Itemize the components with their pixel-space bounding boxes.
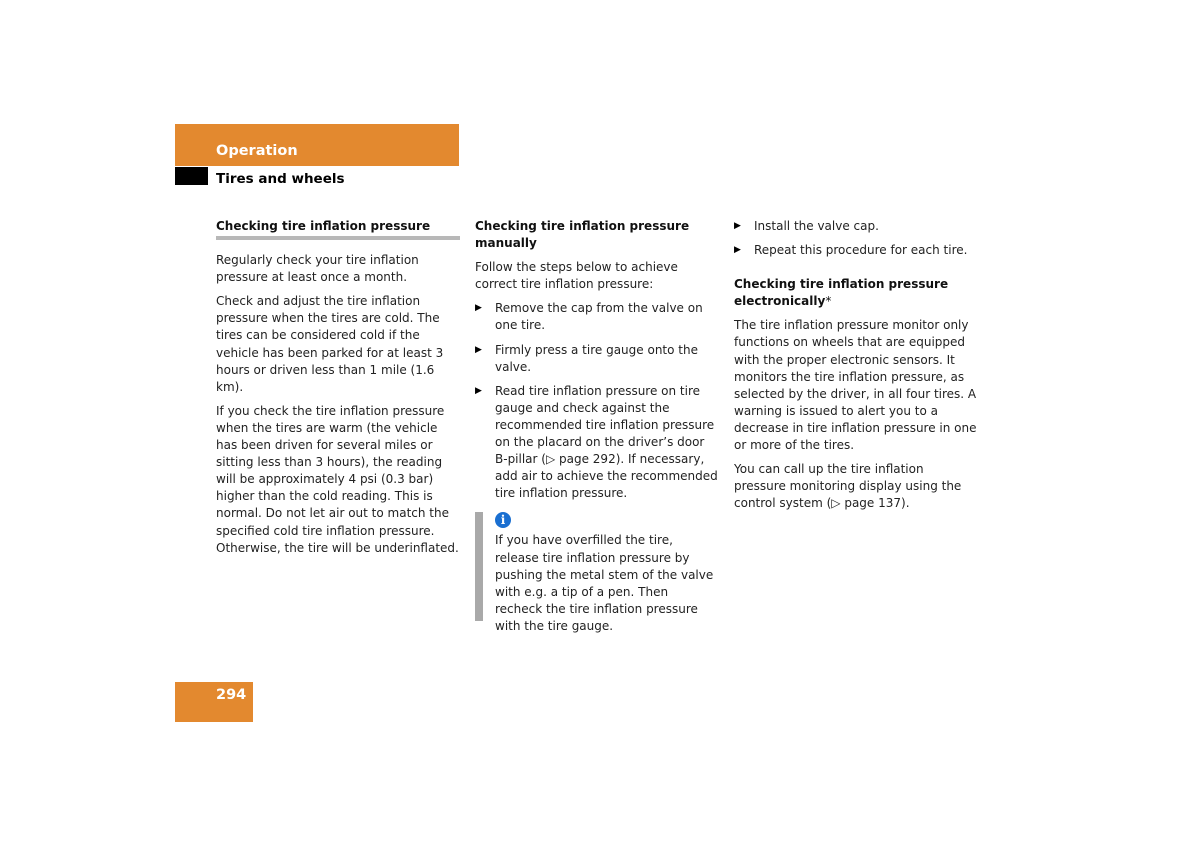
optional-equipment-mark: * <box>825 294 832 309</box>
heading-divider <box>216 236 460 240</box>
step-item <box>475 383 719 503</box>
step-item <box>475 300 719 334</box>
heading-checking-pressure: Checking tire inflation pressure <box>216 219 431 233</box>
step-item <box>475 342 719 376</box>
info-text: If you have overfilled the tire, release tire inflation pressure by pushing the metal stem of the valve with e.g. a tip of a pen. Then recheck the tire inflation pressure with the tire gauge. <box>495 533 714 633</box>
info-note <box>475 512 719 635</box>
column-2 <box>475 218 719 635</box>
heading-text: Checking tire inflation pressure electronically <box>734 277 949 309</box>
page-number: 294 <box>216 687 247 703</box>
paragraph: If you check the tire inflation pressure when the tires are warm (the vehicle has been driven for several miles or sitting less than 3 hours), the reading will be approximately 4 psi (0.3 bar) higher than the cold reading. This is normal. Do not let air out to match the specified cold tire inflation pressure. Otherwise, the tire will be underinflated. <box>216 403 459 555</box>
bullet-arrow-icon: ▶ <box>475 303 482 314</box>
column-3 <box>734 218 978 519</box>
bullet-arrow-icon: ▶ <box>734 245 741 256</box>
step-item <box>734 218 978 235</box>
paragraph: The tire inflation pressure monitor only functions on wheels that are equipped with the proper electronic sensors. It monitors the tire inflation pressure, as selected by the driver, in all four tires. A warning is issued to alert you to a decrease in tire inflation pressure in one or more of the tires. <box>734 318 977 453</box>
info-bar <box>475 512 483 621</box>
bullet-arrow-icon: ▶ <box>475 385 482 396</box>
step-text: Remove the cap from the valve on one tire. <box>495 301 703 333</box>
heading-manual-check: Checking tire inflation pressure manually <box>475 219 690 251</box>
chapter-title: Operation <box>216 143 298 159</box>
step-text: Read tire inflation pressure on tire gauge and check against the recommended tire inflation pressure on the placard on the driver’s door B-pillar (▷ page 292). If necessary, add air to achieve the recommended tire inflation pressure. <box>495 383 718 501</box>
step-text: Firmly press a tire gauge onto the valve. <box>495 342 698 374</box>
heading-electronic-check <box>734 276 978 310</box>
section-marker <box>175 167 208 185</box>
step-text: Install the valve cap. <box>754 219 879 233</box>
bullet-arrow-icon: ▶ <box>475 344 482 355</box>
section-title: Tires and wheels <box>216 171 345 187</box>
step-item <box>734 242 978 259</box>
step-text: Repeat this procedure for each tire. <box>754 243 968 258</box>
paragraph: Regularly check your tire inflation pressure at least once a month. <box>216 253 419 285</box>
info-icon: i <box>495 512 511 528</box>
paragraph: You can call up the tire inflation pressure monitoring display using the control system (▷ page 137). <box>734 462 962 511</box>
paragraph: Check and adjust the tire inflation pressure when the tires are cold. The tires can be considered cold if the vehicle has been parked for at least 3 hours or driven less than 1 mile (1.6 km). <box>216 294 444 394</box>
column-1 <box>216 218 460 564</box>
bullet-arrow-icon: ▶ <box>734 221 741 231</box>
paragraph: Follow the steps below to achieve correct tire inflation pressure: <box>475 260 678 292</box>
